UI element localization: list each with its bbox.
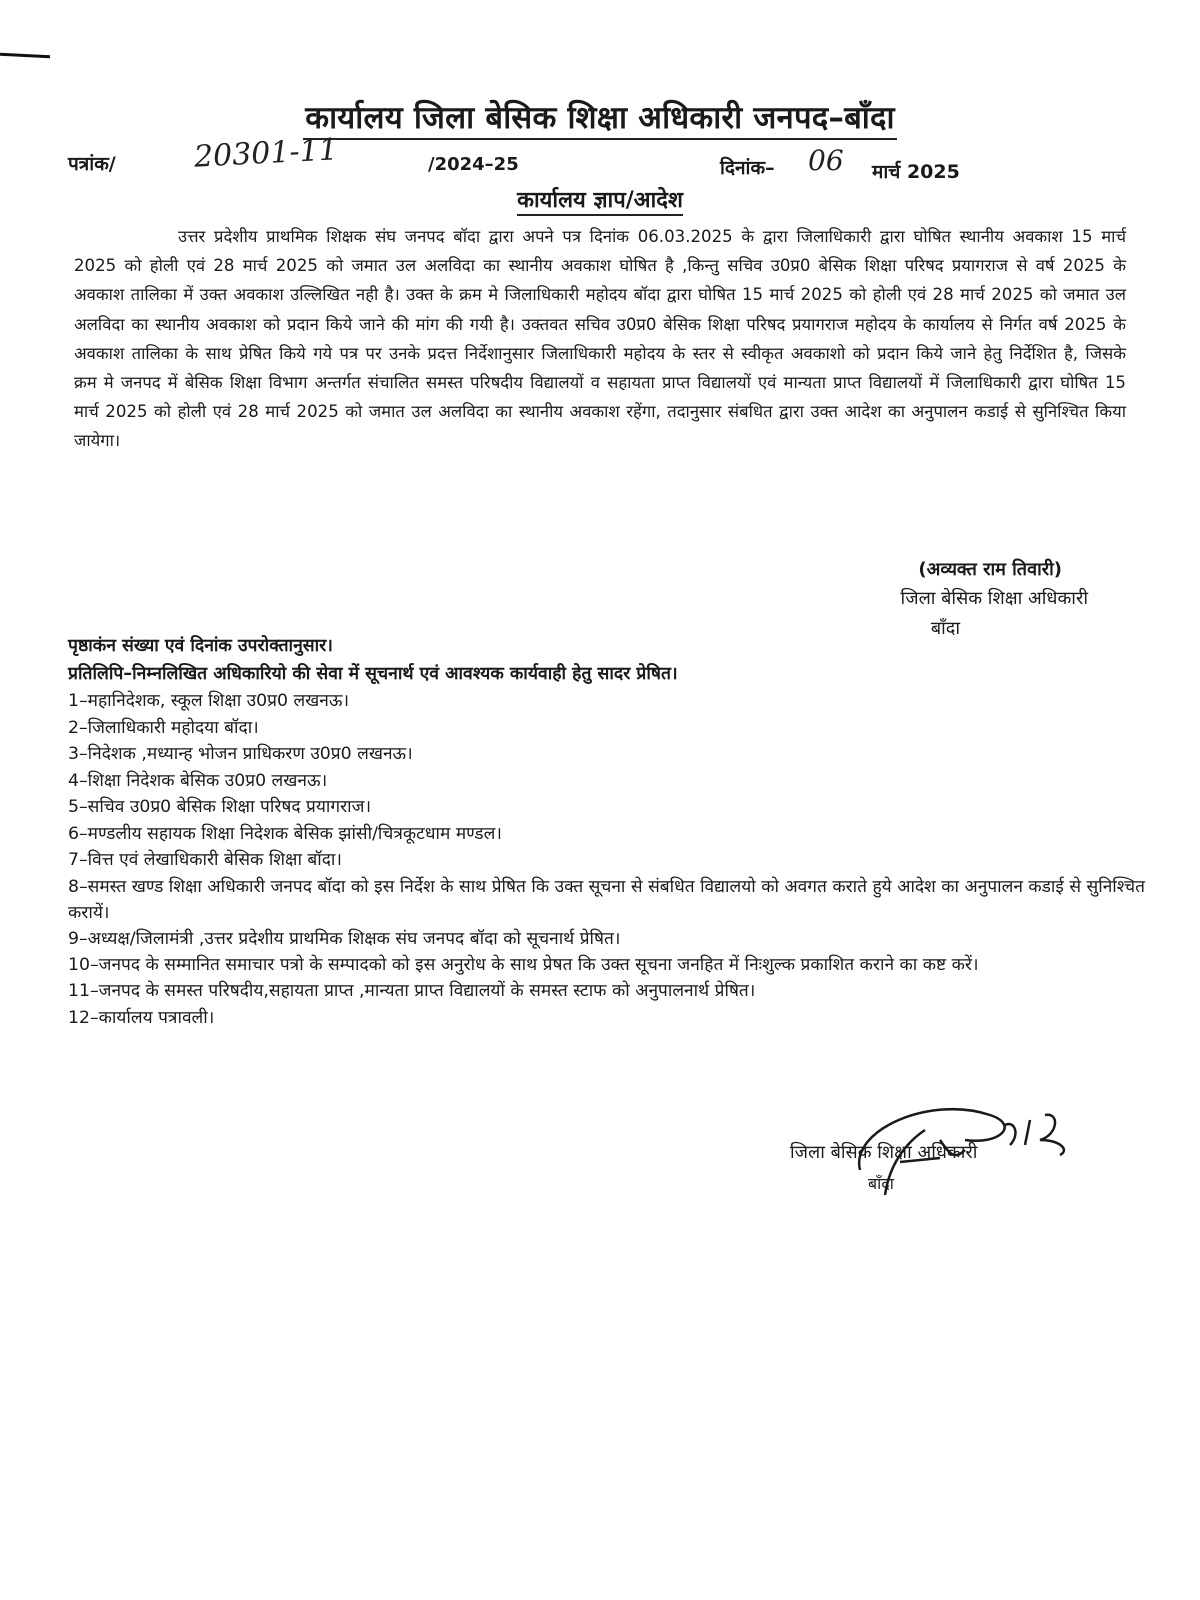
copy-item: 2–जिलाधिकारी महोदया बॉदा। [68, 717, 259, 738]
copy-item: 4–शिक्षा निदेशक बेसिक उ0प्र0 लखनऊ। [68, 770, 328, 791]
order-subheading: कार्यालय ज्ञाप/आदेश [0, 184, 1200, 214]
final-designation: जिला बेसिक शिक्षा अधिकारी [790, 1142, 978, 1163]
final-place: बाँदा [868, 1174, 894, 1193]
date-label: दिनांक– [720, 157, 775, 179]
scan-mark [0, 53, 50, 59]
copy-item: 3–निदेशक ,मध्यान्ह भोजन प्राधिकरण उ0प्र0 लखनऊ। [68, 744, 413, 764]
copy-item: 8–समस्त खण्ड शिक्षा अधिकारी जनपद बॉदा को इस निर्देश के साथ प्रेषित कि उक्त सूचना से संबधित विद्यालयो को अवगत कराते हुये आदेश का अनुपालन कडाई से सुनिश्चित करायें। [68, 876, 1145, 923]
ref-label: पत्रांक/ [68, 153, 116, 175]
date-month-year: मार्च 2025 [872, 161, 960, 183]
signer-name: (अव्यक्त राम तिवारी) [918, 559, 1062, 580]
order-body: उत्तर प्रदेशीय प्राथमिक शिक्षक संघ जनपद बॉदा द्वारा अपने पत्र दिनांक 06.03.2025 के द्वारा जिलाधिकारी द्वारा घोषित स्थानीय अवकाश 15 मार्च 2025 को होली एवं 28 मार्च 2025 को जमात उल अलविदा का स्थानीय अवकाश घोषित है ,किन्तु सचिव उ0प्र0 बेसिक शिक्षा परिषद प्रयागराज से वर्ष 2025 के अवकाश तालिका में उक्त अवकाश उल्लिखित नही है। उक्त के क्रम मे जिलाधिकारी महोदय बॉदा द्वारा घोषित 15 मार्च 2025 को होली एवं 28 मार्च 2025 को जमात उल अलविदा का स्थानीय अवकाश को प्रदान किये जाने की मांग की गयी है। उक्तवत सचिव उ0प्र0 बेसिक शिक्षा परिषद प्रयागराज महोदय के कार्यालय से निर्गत वर्ष 2025 के अवकाश तालिका के साथ प्रेषित किये गये पत्र पर उनके प्रदत्त निर्देशानुसार जिलाधिकारी महोदय के स्तर से स्वीकृत अवकाशो को प्रदान किये जाने हेतु निर्देशित है, जिसके क्रम मे जनपद में बेसिक शिक्षा विभाग अन्तर्गत संचालित समस्त परिषदीय विद्यालयों व सहायता प्राप्त विद्यालयों एवं मान्यता प्राप्त विद्यालयों में जिलाधिकारी द्वारा घोषित 15 मार्च 2025 को होली एवं 28 मार्च 2025 को जमात उल अलविदा का स्थानीय अवकाश रहेंगा, तदानुसार संबधित द्वारा उक्त आदेश का अनुपालन कडाई से सुनिश्चित किया जायेगा। [74, 227, 1126, 451]
final-signature-area [790, 1100, 1150, 1210]
office-heading: कार्यालय जिला बेसिक शिक्षा अधिकारी जनपद–बाँदा [0, 96, 1200, 138]
copy-to-heading: प्रतिलिपि–निम्नलिखित अधिकारियो की सेवा में सूचनार्थ एवं आवश्यक कार्यवाही हेतु सादर प्रेषित। [68, 664, 678, 684]
copy-item: 1–महानिदेशक, स्कूल शिक्षा उ0प्र0 लखनऊ। [68, 691, 350, 711]
endorsement-number-line: पृष्ठाकंन संख्या एवं दिनांक उपरोक्तानुसार। [68, 636, 333, 656]
signer-place: बाँदा [930, 618, 960, 639]
endorsement-section [68, 632, 1148, 1031]
signer-designation: जिला बेसिक शिक्षा अधिकारी [900, 588, 1088, 609]
date-day-handwritten: 06 [808, 144, 844, 177]
copy-item: 11–जनपद के समस्त परिषदीय,सहायता प्राप्त ,मान्यता प्राप्त विद्यालयों के समस्त स्टाफ को अनुपालनार्थ प्रेषित। [68, 981, 756, 1001]
copy-item: 10–जनपद के सम्मानित समाचार पत्रो के सम्पादको को इस अनुरोध के साथ प्रेषत कि उक्त सूचना जनहित में निःशुल्क प्रकाशित कराने का कष्ट करें। [68, 955, 979, 975]
copy-item: 7–वित्त एवं लेखाधिकारी बेसिक शिक्षा बॉदा। [68, 850, 342, 870]
ref-year: /2024–25 [428, 154, 519, 175]
copy-item: 6–मण्डलीय सहायक शिक्षा निदेशक बेसिक झांसी/चित्रकूटधाम मण्डल। [68, 823, 502, 844]
ref-number-handwritten: 20301-11 [193, 132, 339, 175]
copy-item: 12–कार्यालय पत्रावली। [68, 1007, 215, 1028]
copy-item: 5–सचिव उ0प्र0 बेसिक शिक्षा परिषद प्रयागराज। [68, 797, 372, 817]
copy-item: 9–अध्यक्ष/जिलामंत्री ,उत्तर प्रदेशीय प्राथमिक शिक्षक संघ जनपद बॉदा को सूचनार्थ प्रेषित। [68, 928, 621, 949]
